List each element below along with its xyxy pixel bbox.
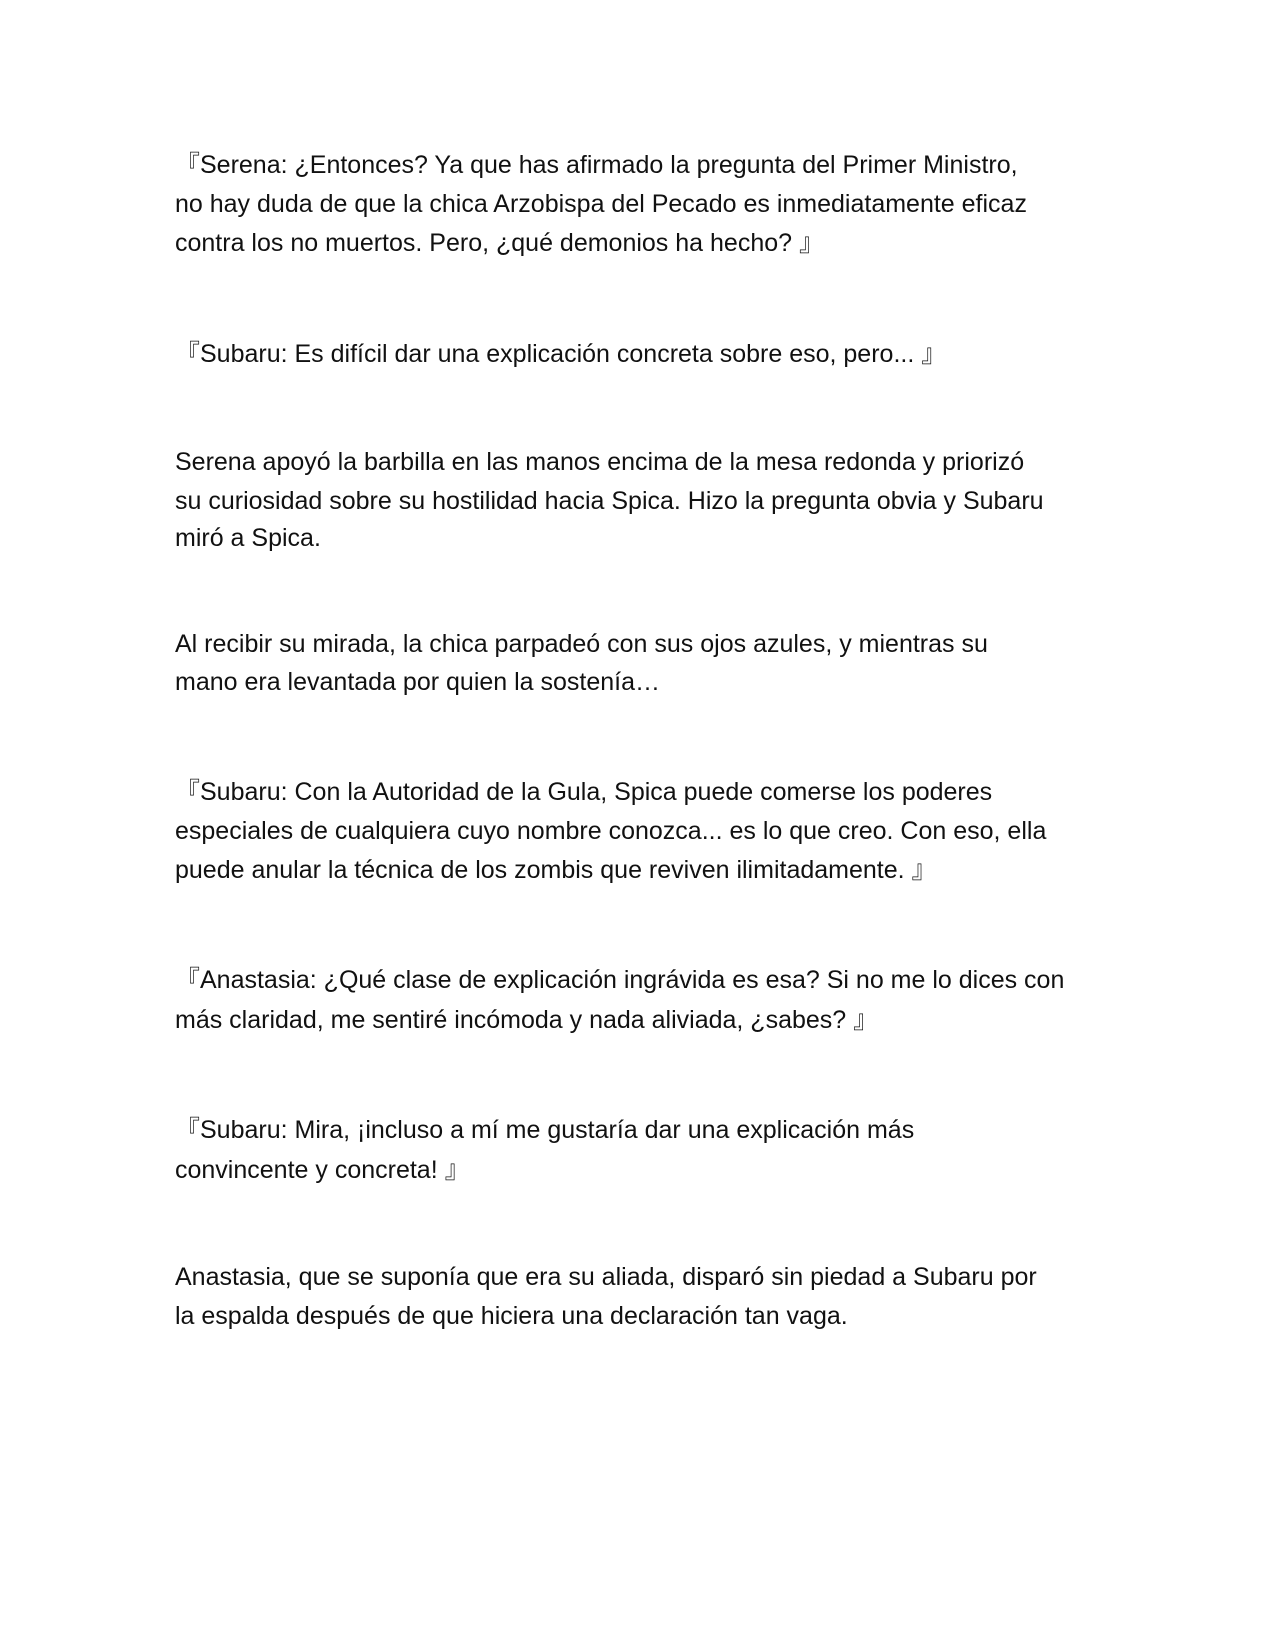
text-line: 『Serena: ¿Entonces? Ya que has afirmado la pregunta del Primer Ministro, <box>175 151 1018 179</box>
text-line: puede anular la técnica de los zombis que reviven ilimitadamente. 』 <box>175 856 937 884</box>
text-line: 『Subaru: Mira, ¡incluso a mí me gustaría dar una explicación más <box>175 1116 915 1144</box>
text-line: mano era levantada por quien la sostenía… <box>175 668 661 696</box>
text-line: Serena apoyó la barbilla en las manos encima de la mesa redonda y priorizó <box>175 448 1025 476</box>
text-line: Anastasia, que se suponía que era su aliada, disparó sin piedad a Subaru por <box>175 1263 1037 1291</box>
text-line: miró a Spica. <box>175 524 321 552</box>
text-line: Al recibir su mirada, la chica parpadeó con sus ojos azules, y mientras su <box>175 630 988 658</box>
text-line: 『Subaru: Con la Autoridad de la Gula, Spica puede comerse los poderes <box>175 778 993 806</box>
text-line: la espalda después de que hiciera una declaración tan vaga. <box>175 1302 848 1330</box>
text-line: especiales de cualquiera cuyo nombre conozca... es lo que creo. Con eso, ella <box>175 817 1047 845</box>
text-line: más claridad, me sentiré incómoda y nada aliviada, ¿sabes? 』 <box>175 1006 879 1034</box>
text-line: 『Subaru: Es difícil dar una explicación concreta sobre eso, pero... 』 <box>175 340 947 368</box>
text-line: su curiosidad sobre su hostilidad hacia Spica. Hizo la pregunta obvia y Subaru <box>175 487 1044 515</box>
text-line: contra los no muertos. Pero, ¿qué demonios ha hecho? 』 <box>175 229 824 257</box>
text-line: no hay duda de que la chica Arzobispa del Pecado es inmediatamente eficaz <box>175 190 1027 218</box>
text-line: convincente y concreta! 』 <box>175 1156 470 1184</box>
text-line: 『Anastasia: ¿Qué clase de explicación ingrávida es esa? Si no me lo dices con <box>175 966 1065 994</box>
